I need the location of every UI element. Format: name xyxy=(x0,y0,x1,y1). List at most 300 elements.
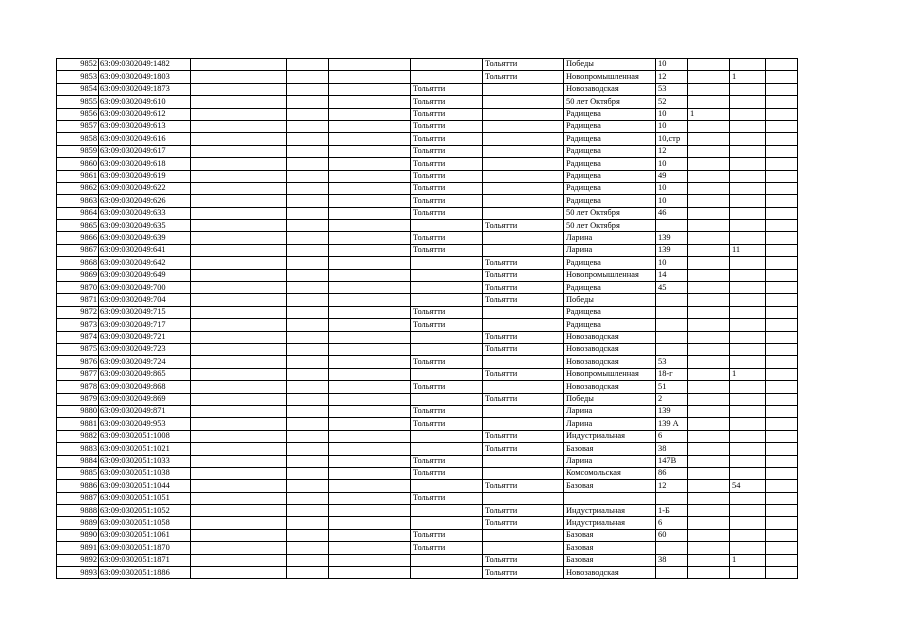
row-number: 9857 xyxy=(57,120,99,132)
table-row xyxy=(57,331,798,343)
city-cell-a: Тольятти xyxy=(411,405,483,417)
city-cell-b xyxy=(483,133,564,145)
extra-col-11 xyxy=(730,182,766,194)
extra-col-11 xyxy=(730,343,766,355)
house-number-cell: 12 xyxy=(656,145,688,157)
city-cell-b: Тольятти xyxy=(483,71,564,83)
row-number: 9863 xyxy=(57,195,99,207)
city-cell-a: Тольятти xyxy=(411,96,483,108)
extra-col-11 xyxy=(730,455,766,467)
house-number-cell: 38 xyxy=(656,554,688,566)
house-number-cell: 12 xyxy=(656,71,688,83)
row-number: 9855 xyxy=(57,96,99,108)
cadastral-number: 63:09:0302051:1870 xyxy=(99,542,191,554)
extra-col-12 xyxy=(766,405,798,417)
cadastral-number: 63:09:0302049:618 xyxy=(99,158,191,170)
street-cell: Радищева xyxy=(564,133,656,145)
extra-col-11 xyxy=(730,356,766,368)
table-row xyxy=(57,294,798,306)
cadastral-number: 63:09:0302049:717 xyxy=(99,319,191,331)
extra-col-10 xyxy=(688,393,730,405)
table-row xyxy=(57,517,798,529)
city-cell-b xyxy=(483,455,564,467)
empty-col-3 xyxy=(191,467,287,479)
row-number: 9872 xyxy=(57,306,99,318)
extra-col-12 xyxy=(766,220,798,232)
cadastral-number: 63:09:0302049:612 xyxy=(99,108,191,120)
house-number-cell: 10 xyxy=(656,59,688,71)
empty-col-5 xyxy=(329,207,411,219)
extra-col-10 xyxy=(688,145,730,157)
empty-col-4 xyxy=(287,269,329,281)
street-cell: Базовая xyxy=(564,529,656,541)
house-number-cell: 60 xyxy=(656,529,688,541)
city-cell-a xyxy=(411,443,483,455)
city-cell-b: Тольятти xyxy=(483,517,564,529)
extra-col-12 xyxy=(766,195,798,207)
city-cell-a xyxy=(411,368,483,380)
empty-col-4 xyxy=(287,306,329,318)
extra-col-10 xyxy=(688,319,730,331)
empty-col-3 xyxy=(191,430,287,442)
extra-col-12 xyxy=(766,455,798,467)
empty-col-4 xyxy=(287,492,329,504)
house-number-cell: 49 xyxy=(656,170,688,182)
extra-col-11 xyxy=(730,492,766,504)
city-cell-a: Тольятти xyxy=(411,133,483,145)
empty-col-4 xyxy=(287,343,329,355)
house-number-cell: 53 xyxy=(656,83,688,95)
street-cell: Радищева xyxy=(564,282,656,294)
extra-col-12 xyxy=(766,319,798,331)
cadastral-number: 63:09:0302049:700 xyxy=(99,282,191,294)
cadastral-number: 63:09:0302049:724 xyxy=(99,356,191,368)
extra-col-12 xyxy=(766,71,798,83)
city-cell-b: Тольятти xyxy=(483,220,564,232)
city-cell-b: Тольятти xyxy=(483,554,564,566)
extra-col-12 xyxy=(766,567,798,579)
empty-col-4 xyxy=(287,368,329,380)
city-cell-b xyxy=(483,158,564,170)
table-row xyxy=(57,467,798,479)
extra-col-11 xyxy=(730,319,766,331)
empty-col-5 xyxy=(329,567,411,579)
extra-col-12 xyxy=(766,294,798,306)
extra-col-10 xyxy=(688,257,730,269)
extra-col-12 xyxy=(766,480,798,492)
row-number: 9858 xyxy=(57,133,99,145)
empty-col-5 xyxy=(329,182,411,194)
street-cell: Комсомольская xyxy=(564,467,656,479)
empty-col-5 xyxy=(329,529,411,541)
cadastral-number: 63:09:0302049:626 xyxy=(99,195,191,207)
extra-col-12 xyxy=(766,282,798,294)
table-row xyxy=(57,343,798,355)
cadastral-number: 63:09:0302049:610 xyxy=(99,96,191,108)
extra-col-12 xyxy=(766,170,798,182)
street-cell: Ларина xyxy=(564,418,656,430)
extra-col-11 xyxy=(730,567,766,579)
empty-col-3 xyxy=(191,158,287,170)
extra-col-11 xyxy=(730,145,766,157)
table-row xyxy=(57,133,798,145)
city-cell-b: Тольятти xyxy=(483,480,564,492)
extra-col-10 xyxy=(688,120,730,132)
extra-col-12 xyxy=(766,306,798,318)
extra-col-12 xyxy=(766,133,798,145)
table-row xyxy=(57,430,798,442)
cadastral-number: 63:09:0302049:865 xyxy=(99,368,191,380)
extra-col-12 xyxy=(766,529,798,541)
extra-col-11 xyxy=(730,542,766,554)
city-cell-a: Тольятти xyxy=(411,207,483,219)
empty-col-4 xyxy=(287,244,329,256)
city-cell-b xyxy=(483,96,564,108)
empty-col-4 xyxy=(287,96,329,108)
house-number-cell: 45 xyxy=(656,282,688,294)
empty-col-3 xyxy=(191,517,287,529)
extra-col-10 xyxy=(688,306,730,318)
extra-col-10 xyxy=(688,220,730,232)
empty-col-3 xyxy=(191,83,287,95)
cadastral-number: 63:09:0302049:619 xyxy=(99,170,191,182)
empty-col-5 xyxy=(329,220,411,232)
extra-col-12 xyxy=(766,418,798,430)
empty-col-3 xyxy=(191,133,287,145)
empty-col-5 xyxy=(329,145,411,157)
city-cell-a xyxy=(411,282,483,294)
street-cell: Базовая xyxy=(564,443,656,455)
empty-col-5 xyxy=(329,393,411,405)
empty-col-3 xyxy=(191,145,287,157)
table-row xyxy=(57,542,798,554)
table-row xyxy=(57,567,798,579)
house-number-cell: 53 xyxy=(656,356,688,368)
city-cell-b: Тольятти xyxy=(483,282,564,294)
city-cell-b xyxy=(483,244,564,256)
table-row xyxy=(57,244,798,256)
empty-col-4 xyxy=(287,120,329,132)
city-cell-b xyxy=(483,492,564,504)
house-number-cell xyxy=(656,319,688,331)
row-number: 9877 xyxy=(57,368,99,380)
extra-col-11: 1 xyxy=(730,554,766,566)
row-number: 9885 xyxy=(57,467,99,479)
extra-col-10 xyxy=(688,567,730,579)
city-cell-b xyxy=(483,108,564,120)
cadastral-number: 63:09:0302049:868 xyxy=(99,381,191,393)
empty-col-3 xyxy=(191,356,287,368)
empty-col-3 xyxy=(191,182,287,194)
extra-col-12 xyxy=(766,108,798,120)
row-number: 9860 xyxy=(57,158,99,170)
street-cell: Новопромышленная xyxy=(564,71,656,83)
extra-col-11 xyxy=(730,405,766,417)
empty-col-5 xyxy=(329,96,411,108)
extra-col-10 xyxy=(688,133,730,145)
city-cell-b xyxy=(483,319,564,331)
table-row xyxy=(57,306,798,318)
row-number: 9882 xyxy=(57,430,99,442)
house-number-cell xyxy=(656,331,688,343)
house-number-cell xyxy=(656,492,688,504)
empty-col-5 xyxy=(329,554,411,566)
empty-col-3 xyxy=(191,71,287,83)
city-cell-b xyxy=(483,381,564,393)
extra-col-10 xyxy=(688,554,730,566)
city-cell-b xyxy=(483,207,564,219)
house-number-cell: 18-г xyxy=(656,368,688,380)
empty-col-3 xyxy=(191,59,287,71)
empty-col-5 xyxy=(329,418,411,430)
empty-col-3 xyxy=(191,455,287,467)
empty-col-5 xyxy=(329,331,411,343)
table-row xyxy=(57,443,798,455)
extra-col-11 xyxy=(730,232,766,244)
extra-col-10 xyxy=(688,405,730,417)
extra-col-11 xyxy=(730,207,766,219)
street-cell: Радищева xyxy=(564,257,656,269)
city-cell-b: Тольятти xyxy=(483,567,564,579)
house-number-cell: 86 xyxy=(656,467,688,479)
row-number: 9853 xyxy=(57,71,99,83)
cadastral-number: 63:09:0302049:871 xyxy=(99,405,191,417)
street-cell: Базовая xyxy=(564,542,656,554)
city-cell-b xyxy=(483,467,564,479)
cadastral-number: 63:09:0302049:1482 xyxy=(99,59,191,71)
city-cell-b xyxy=(483,405,564,417)
empty-col-4 xyxy=(287,567,329,579)
city-cell-a xyxy=(411,480,483,492)
street-cell: Ларина xyxy=(564,405,656,417)
empty-col-4 xyxy=(287,294,329,306)
extra-col-12 xyxy=(766,182,798,194)
cadastral-number: 63:09:0302049:639 xyxy=(99,232,191,244)
city-cell-b xyxy=(483,356,564,368)
row-number: 9883 xyxy=(57,443,99,455)
extra-col-11 xyxy=(730,257,766,269)
street-cell: 50 лет Октября xyxy=(564,220,656,232)
extra-col-11 xyxy=(730,505,766,517)
street-cell: Новозаводская xyxy=(564,83,656,95)
extra-col-10 xyxy=(688,467,730,479)
table-row xyxy=(57,195,798,207)
empty-col-4 xyxy=(287,170,329,182)
empty-col-3 xyxy=(191,220,287,232)
street-cell: Радищева xyxy=(564,120,656,132)
cadastral-number: 63:09:0302051:1008 xyxy=(99,430,191,442)
empty-col-4 xyxy=(287,455,329,467)
city-cell-a: Тольятти xyxy=(411,195,483,207)
empty-col-4 xyxy=(287,182,329,194)
empty-col-4 xyxy=(287,158,329,170)
empty-col-3 xyxy=(191,195,287,207)
cadastral-number: 63:09:0302051:1044 xyxy=(99,480,191,492)
extra-col-11 xyxy=(730,133,766,145)
empty-col-5 xyxy=(329,343,411,355)
house-number-cell: 6 xyxy=(656,517,688,529)
street-cell: Радищева xyxy=(564,145,656,157)
empty-col-4 xyxy=(287,554,329,566)
row-number: 9880 xyxy=(57,405,99,417)
extra-col-11 xyxy=(730,529,766,541)
house-number-cell: 139 xyxy=(656,232,688,244)
city-cell-a xyxy=(411,269,483,281)
row-number: 9859 xyxy=(57,145,99,157)
city-cell-a xyxy=(411,343,483,355)
extra-col-12 xyxy=(766,158,798,170)
empty-col-4 xyxy=(287,331,329,343)
table-row xyxy=(57,145,798,157)
empty-col-3 xyxy=(191,331,287,343)
city-cell-a: Тольятти xyxy=(411,182,483,194)
empty-col-5 xyxy=(329,306,411,318)
city-cell-b xyxy=(483,195,564,207)
table-row xyxy=(57,96,798,108)
row-number: 9854 xyxy=(57,83,99,95)
city-cell-a xyxy=(411,505,483,517)
empty-col-3 xyxy=(191,244,287,256)
table-row xyxy=(57,269,798,281)
row-number: 9875 xyxy=(57,343,99,355)
house-number-cell: 10 xyxy=(656,120,688,132)
cadastral-number: 63:09:0302049:617 xyxy=(99,145,191,157)
row-number: 9868 xyxy=(57,257,99,269)
street-cell: Радищева xyxy=(564,108,656,120)
city-cell-a xyxy=(411,517,483,529)
empty-col-4 xyxy=(287,480,329,492)
city-cell-a: Тольятти xyxy=(411,356,483,368)
empty-col-4 xyxy=(287,282,329,294)
empty-col-5 xyxy=(329,319,411,331)
table-row xyxy=(57,59,798,71)
row-number: 9889 xyxy=(57,517,99,529)
cadastral-number: 63:09:0302049:721 xyxy=(99,331,191,343)
street-cell: Ларина xyxy=(564,455,656,467)
empty-col-5 xyxy=(329,83,411,95)
table-row xyxy=(57,393,798,405)
table-row xyxy=(57,505,798,517)
empty-col-3 xyxy=(191,120,287,132)
cadastral-number: 63:09:0302051:1886 xyxy=(99,567,191,579)
city-cell-a xyxy=(411,257,483,269)
extra-col-10 xyxy=(688,455,730,467)
row-number: 9887 xyxy=(57,492,99,504)
house-number-cell: 1-Б xyxy=(656,505,688,517)
table-row xyxy=(57,83,798,95)
empty-col-4 xyxy=(287,393,329,405)
extra-col-12 xyxy=(766,244,798,256)
empty-col-3 xyxy=(191,505,287,517)
street-cell: Победы xyxy=(564,294,656,306)
city-cell-a: Тольятти xyxy=(411,108,483,120)
extra-col-11 xyxy=(730,120,766,132)
empty-col-4 xyxy=(287,232,329,244)
city-cell-a xyxy=(411,294,483,306)
street-cell: Новозаводская xyxy=(564,343,656,355)
extra-col-12 xyxy=(766,331,798,343)
extra-col-12 xyxy=(766,257,798,269)
extra-col-12 xyxy=(766,368,798,380)
table-row xyxy=(57,220,798,232)
extra-col-10 xyxy=(688,232,730,244)
empty-col-4 xyxy=(287,529,329,541)
row-number: 9884 xyxy=(57,455,99,467)
extra-col-12 xyxy=(766,59,798,71)
empty-col-5 xyxy=(329,120,411,132)
empty-col-5 xyxy=(329,257,411,269)
cadastral-number: 63:09:0302051:1038 xyxy=(99,467,191,479)
cadastral-number: 63:09:0302051:1021 xyxy=(99,443,191,455)
empty-col-4 xyxy=(287,133,329,145)
extra-col-10 xyxy=(688,182,730,194)
city-cell-a: Тольятти xyxy=(411,306,483,318)
empty-col-5 xyxy=(329,108,411,120)
city-cell-a: Тольятти xyxy=(411,170,483,182)
empty-col-4 xyxy=(287,381,329,393)
extra-col-10: 1 xyxy=(688,108,730,120)
extra-col-11 xyxy=(730,83,766,95)
city-cell-a: Тольятти xyxy=(411,381,483,393)
empty-col-3 xyxy=(191,96,287,108)
cadastral-number: 63:09:0302049:869 xyxy=(99,393,191,405)
extra-col-11 xyxy=(730,294,766,306)
extra-col-12 xyxy=(766,430,798,442)
street-cell: Новопромышленная xyxy=(564,368,656,380)
extra-col-11 xyxy=(730,108,766,120)
empty-col-4 xyxy=(287,505,329,517)
table-row xyxy=(57,108,798,120)
cadastral-number: 63:09:0302051:1058 xyxy=(99,517,191,529)
street-cell: Радищева xyxy=(564,195,656,207)
house-number-cell: 139 xyxy=(656,244,688,256)
city-cell-a: Тольятти xyxy=(411,120,483,132)
cadastral-number: 63:09:0302049:704 xyxy=(99,294,191,306)
house-number-cell: 10 xyxy=(656,195,688,207)
empty-col-5 xyxy=(329,405,411,417)
extra-col-11 xyxy=(730,195,766,207)
empty-col-3 xyxy=(191,108,287,120)
street-cell xyxy=(564,492,656,504)
empty-col-5 xyxy=(329,294,411,306)
empty-col-5 xyxy=(329,59,411,71)
extra-col-11: 1 xyxy=(730,71,766,83)
empty-col-5 xyxy=(329,195,411,207)
city-cell-b: Тольятти xyxy=(483,257,564,269)
empty-col-3 xyxy=(191,294,287,306)
empty-col-5 xyxy=(329,170,411,182)
extra-col-10 xyxy=(688,269,730,281)
extra-col-12 xyxy=(766,492,798,504)
city-cell-b: Тольятти xyxy=(483,294,564,306)
extra-col-11 xyxy=(730,381,766,393)
empty-col-5 xyxy=(329,443,411,455)
house-number-cell: 10 xyxy=(656,108,688,120)
extra-col-10 xyxy=(688,331,730,343)
cadastral-number: 63:09:0302051:1871 xyxy=(99,554,191,566)
house-number-cell: 51 xyxy=(656,381,688,393)
street-cell: Победы xyxy=(564,393,656,405)
table-row xyxy=(57,529,798,541)
table-row xyxy=(57,492,798,504)
street-cell: Победы xyxy=(564,59,656,71)
row-number: 9876 xyxy=(57,356,99,368)
street-cell: Новопромышленная xyxy=(564,269,656,281)
city-cell-a xyxy=(411,393,483,405)
cadastral-number: 63:09:0302049:1803 xyxy=(99,71,191,83)
house-number-cell xyxy=(656,306,688,318)
cadastral-data-table xyxy=(56,58,798,579)
